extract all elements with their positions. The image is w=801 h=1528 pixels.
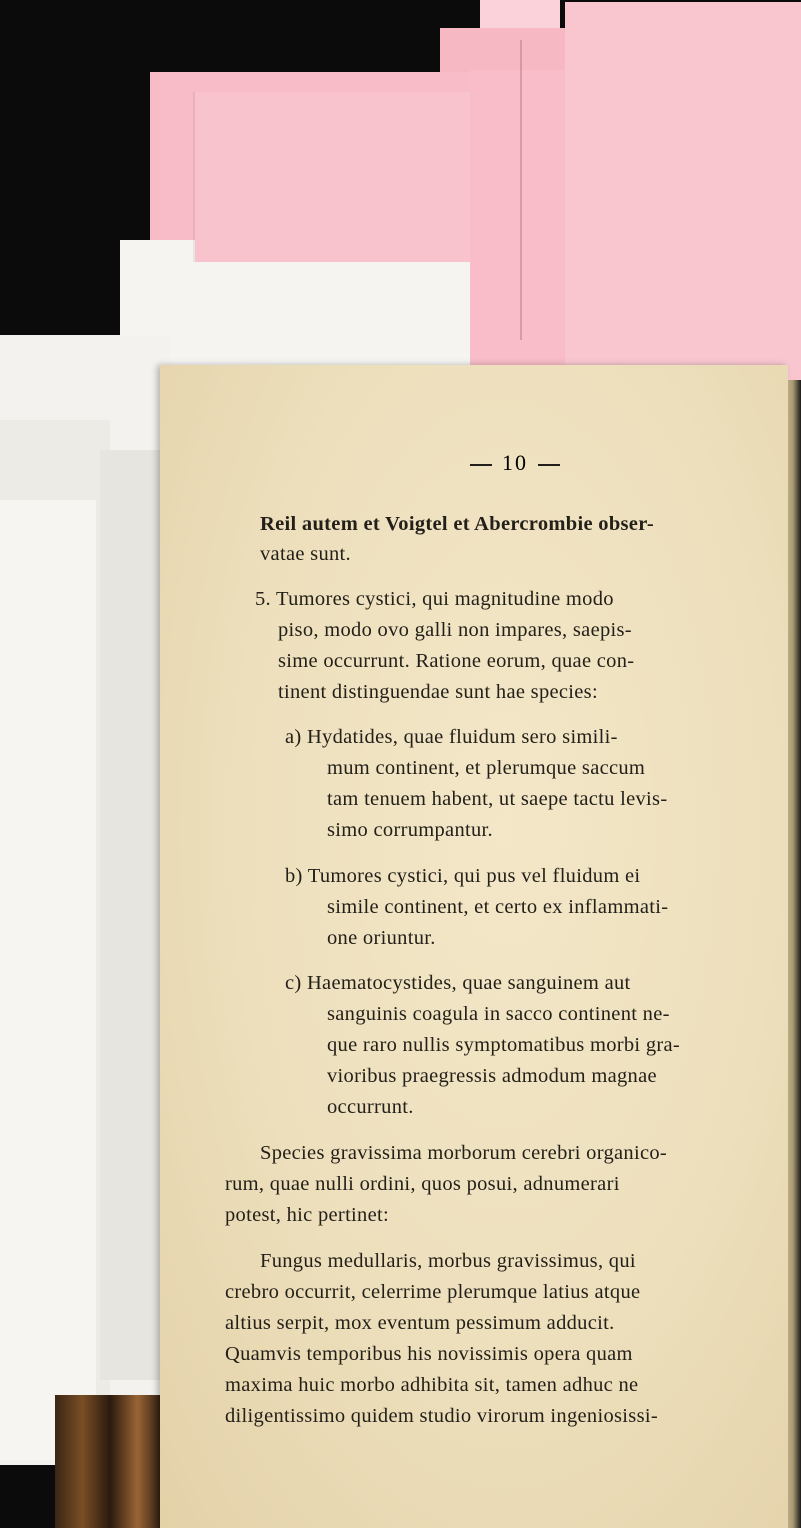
book-page [160, 365, 788, 1528]
page-header [460, 450, 570, 476]
text-line: Reil autem et Voigtel et Abercrombie obser- [260, 513, 654, 535]
text-line: tinent distinguendae sunt hae species: [278, 681, 598, 703]
pink-sheet [195, 92, 485, 262]
text-line: c) Haematocystides, quae sanguinem aut [285, 972, 631, 994]
header-dash [470, 464, 492, 466]
text-line: piso, modo ovo galli non impares, saepis- [278, 619, 632, 641]
text-line: simile continent, et certo ex inflammati- [327, 896, 669, 918]
text-line: tam tenuem habent, ut saepe tactu levis- [327, 788, 668, 810]
text-line: occurrunt. [327, 1096, 414, 1118]
text-line: mum continent, et plerumque saccum [327, 757, 646, 779]
text-line: a) Hydatides, quae fluidum sero simili- [285, 726, 618, 748]
text-line: simo corrumpantur. [327, 819, 493, 841]
header-dash [538, 464, 560, 466]
pink-sheet [470, 70, 580, 390]
text-line: crebro occurrit, celerrime plerumque latius atque [225, 1281, 641, 1303]
text-line: maxima huic morbo adhibita sit, tamen adhuc ne [225, 1374, 639, 1396]
text-line: sanguinis coagula in sacco continent ne- [327, 1003, 670, 1025]
text-line: que raro nullis symptomatibus morbi gra- [327, 1034, 681, 1056]
white-sheet [0, 500, 96, 1460]
text-line: 5. Tumores cystici, qui magnitudine modo [255, 588, 614, 610]
text-line: diligentissimo quidem studio virorum ingeniosissi- [225, 1405, 658, 1427]
pink-sheet [565, 2, 801, 387]
text-line: vioribus praegressis admodum magnae [327, 1065, 657, 1087]
text-line: rum, quae nulli ordini, quos posui, adnumerari [225, 1173, 620, 1195]
page-number: 10 [502, 450, 528, 475]
text-line: Fungus medullaris, morbus gravissimus, qui [260, 1250, 636, 1272]
text-line: vatae sunt. [260, 543, 351, 565]
book-spine [55, 1395, 165, 1528]
white-sheet [100, 450, 160, 1380]
text-line: Quamvis temporibus his novissimis opera quam [225, 1343, 633, 1365]
text-line: sime occurrunt. Ratione eorum, quae con- [278, 650, 635, 672]
text-line: Species gravissima morborum cerebri organico- [260, 1142, 668, 1164]
text-line: altius serpit, mox eventum pessimum adducit. [225, 1312, 615, 1334]
sheet-fold [520, 40, 522, 340]
text-line: b) Tumores cystici, qui pus vel fluidum ei [285, 865, 641, 887]
text-line: potest, hic pertinet: [225, 1204, 389, 1226]
text-line: one oriuntur. [327, 927, 436, 949]
